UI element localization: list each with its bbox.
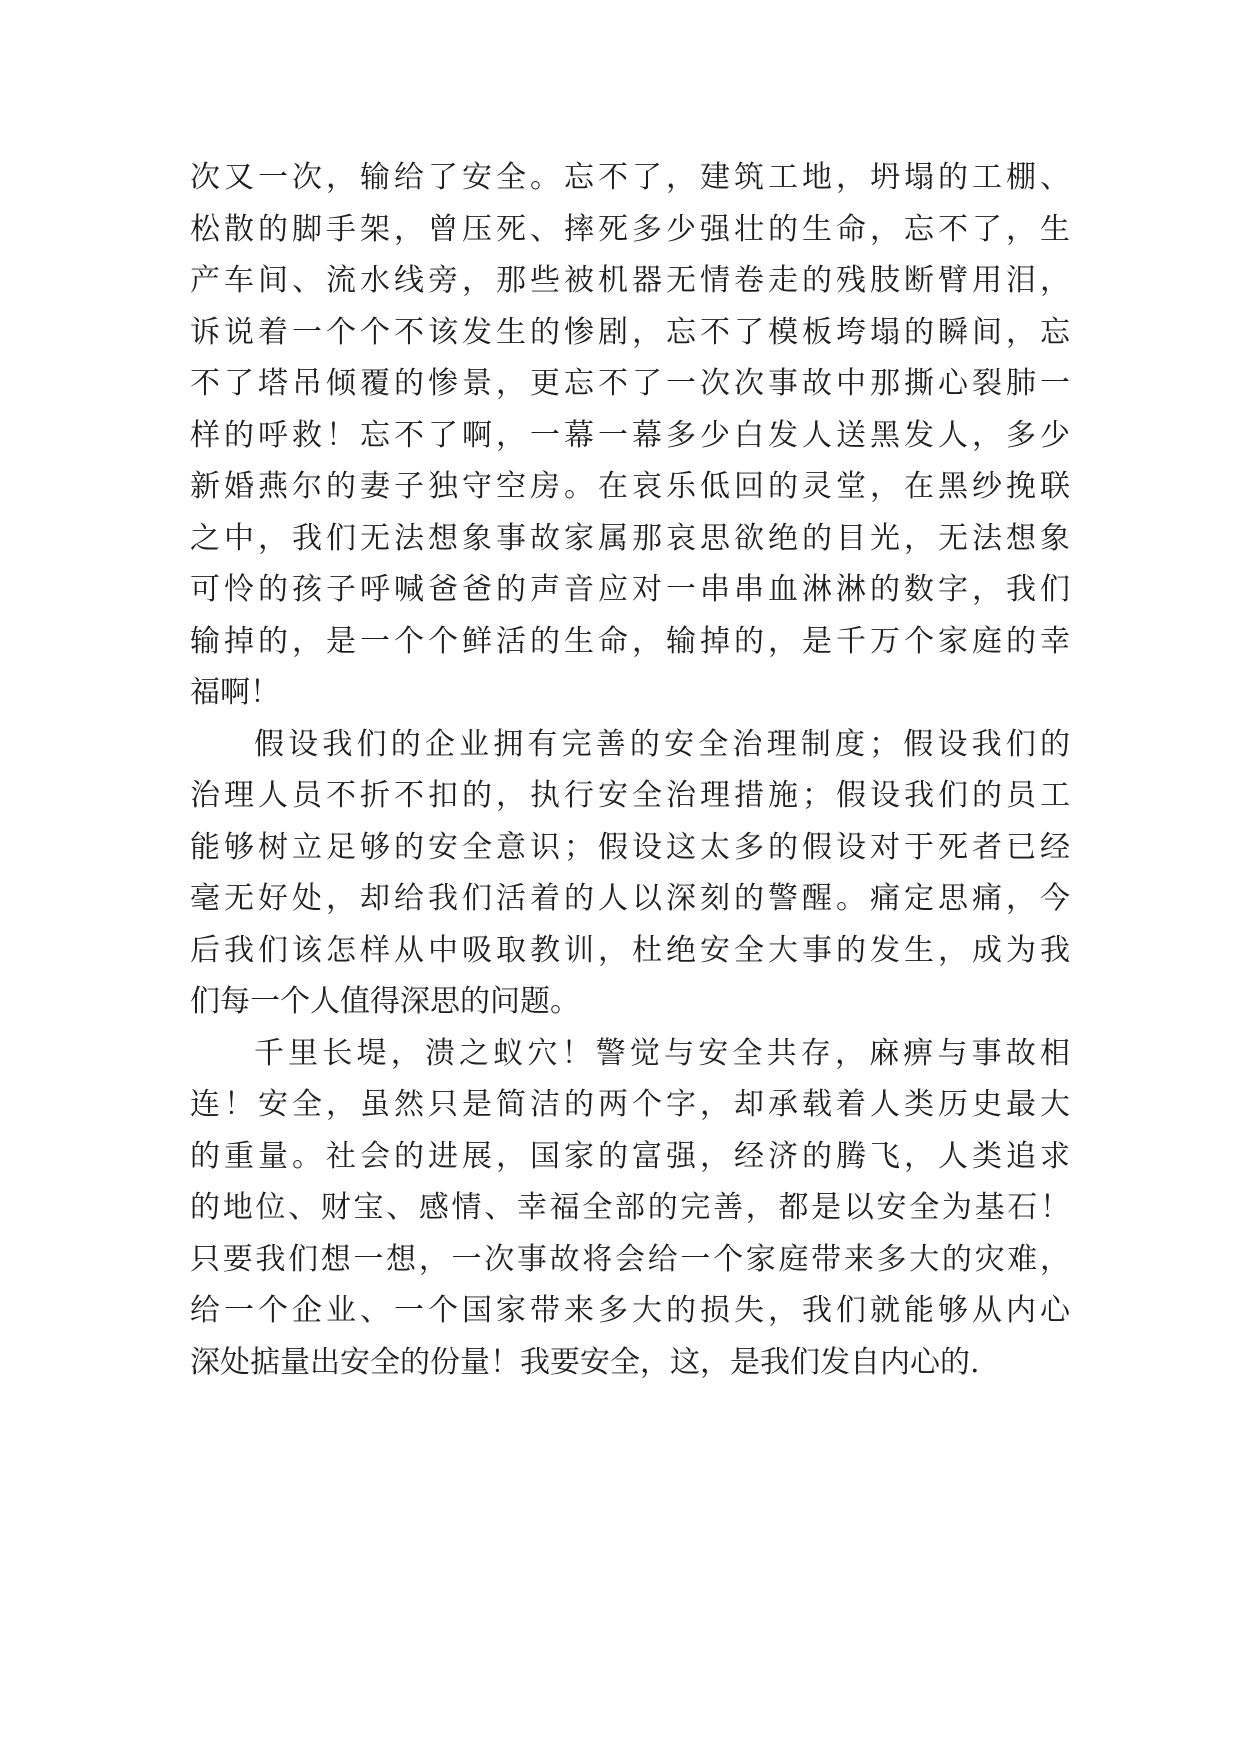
paragraph-3: [190, 1028, 1070, 1389]
text-line: 连！安全，虽然只是简洁的两个字，却承载着人类历史最大: [190, 1087, 1070, 1122]
text-line: 的地位、财宝、感情、幸福全部的完善，都是以安全为基石！: [190, 1190, 1070, 1225]
text-line: 可怜的孩子呼喊爸爸的声音应对一串串血淋淋的数字，我们: [190, 572, 1070, 607]
text-line: 之中，我们无法想象事故家属那哀思欲绝的目光，无法想象: [190, 520, 1070, 556]
text-line: 不了塔吊倾覆的惨景，更忘不了一次次事故中那撕心裂肺一: [190, 366, 1070, 401]
text-line: 治理人员不折不扣的，执行安全治理措施；假设我们的员工: [190, 778, 1070, 813]
text-line: 只要我们想一想，一次事故将会给一个家庭带来多大的灾难，: [190, 1241, 1070, 1277]
text-line: 们每一个人值得深思的问题。: [190, 984, 580, 1019]
text-line: 给一个企业、一个国家带来多大的损失，我们就能够从内心: [190, 1293, 1070, 1328]
text-line: 的重量。社会的进展，国家的富强，经济的腾飞，人类追求: [190, 1138, 1070, 1174]
text-line: 次又一次，输给了安全。忘不了，建筑工地，坍塌的工棚、: [190, 160, 1070, 195]
text-line: 深处掂量出安全的份量！我要安全，这，是我们发自内心的.: [190, 1344, 980, 1380]
text-line: 福啊！: [190, 675, 280, 710]
text-line: 松散的脚手架，曾压死、摔死多少强壮的生命，忘不了，生: [190, 211, 1070, 247]
text-line: 新婚燕尔的妻子独守空房。在哀乐低回的灵堂，在黑纱挽联: [190, 469, 1070, 504]
text-line: 输掉的，是一个个鲜活的生命，输掉的，是千万个家庭的幸: [190, 623, 1070, 659]
paragraph-2: [190, 719, 1070, 1028]
text-line: 样的呼救！忘不了啊，一幕一幕多少白发人送黑发人，多少: [190, 417, 1070, 453]
text-line: 假设我们的企业拥有完善的安全治理制度；假设我们的: [254, 726, 1070, 762]
text-line: 千里长堤，溃之蚁穴！警觉与安全共存，麻痹与事故相: [254, 1035, 1070, 1071]
text-line: 产车间、流水线旁，那些被机器无情卷走的残肢断臂用泪，: [190, 263, 1070, 298]
text-line: 诉说着一个个不该发生的惨剧，忘不了模板垮塌的瞬间，忘: [190, 314, 1070, 350]
paragraph-1: [190, 152, 1070, 719]
document-body: [190, 152, 1070, 1388]
text-line: 能够树立足够的安全意识；假设这太多的假设对于死者已经: [190, 829, 1070, 865]
text-line: 毫无好处，却给我们活着的人以深刻的警醒。痛定思痛，今: [190, 881, 1070, 916]
text-line: 后我们该怎样从中吸取教训，杜绝安全大事的发生，成为我: [190, 932, 1070, 968]
